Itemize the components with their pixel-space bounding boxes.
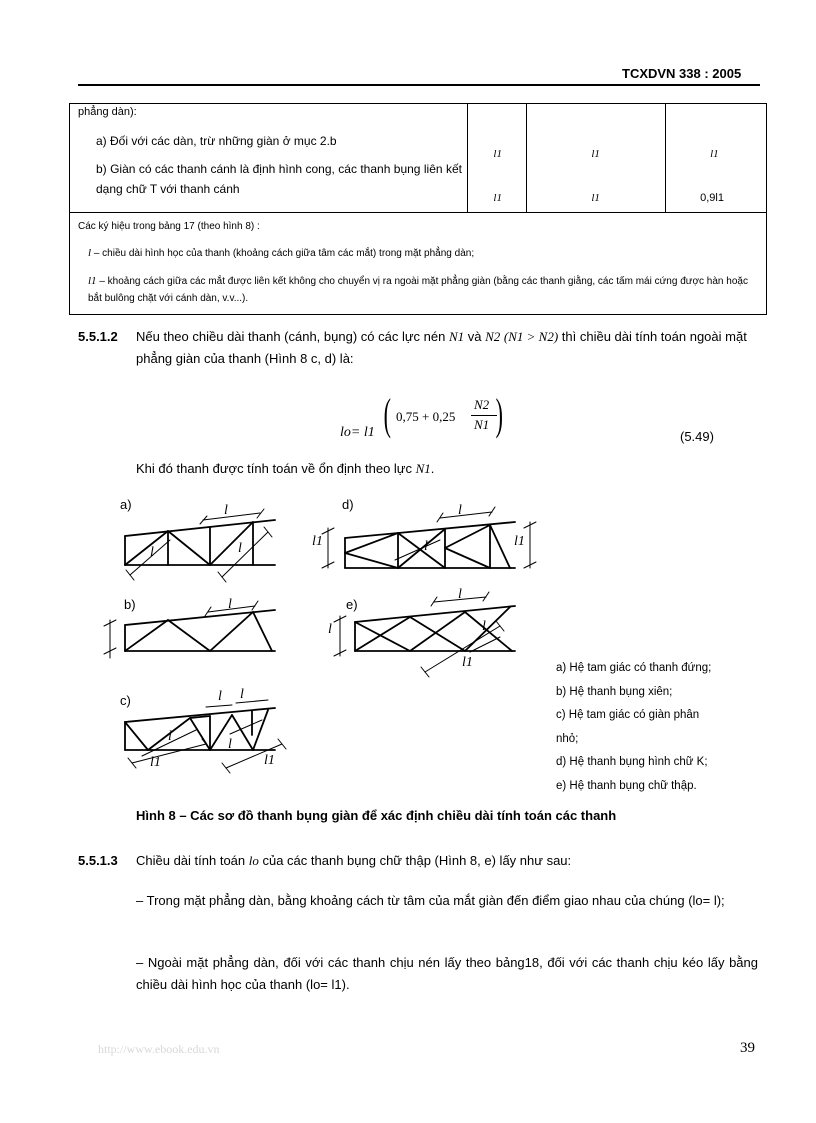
legend-item: d) Hệ thanh bụng hình chữ K; [556, 756, 708, 768]
figure-caption: Hình 8 – Các sơ đồ thanh bụng giàn để xác định chiều dài tính toán các thanh [136, 808, 617, 823]
l-symbol: l [88, 247, 92, 259]
figure-label-e: e) [346, 597, 358, 612]
legend-item: b) Hệ thanh bụng xiên; [556, 685, 673, 698]
figure-label-d: d) [342, 497, 354, 512]
dim-l: l [168, 729, 172, 744]
dim-l: l [240, 687, 244, 702]
dim-l: l [228, 597, 232, 612]
n1-symbol: N1 [448, 329, 465, 344]
text-part: Khi đó thanh được tính toán về ổn định theo lực [136, 461, 416, 476]
l1-symbol: l1 [88, 275, 97, 287]
dim-l: l [218, 689, 222, 704]
dim-l: l [328, 622, 332, 637]
text-part: của các thanh bụng chữ thập (Hình 8, e) lấy như sau: [258, 853, 572, 868]
condition: (N1 > N2) [503, 329, 559, 344]
dim-l: l [482, 619, 486, 634]
truss-diagram-a [125, 509, 275, 582]
bullet-in-plane: – Trong mặt phẳng dàn, bằng khoảng cách từ tâm của mắt giàn đến điểm giao nhau của chúng (lo= l); [136, 893, 725, 908]
dim-l1: l1 [150, 755, 161, 770]
text-part: và [464, 329, 486, 344]
open-paren: ( [383, 390, 391, 439]
formula-lhs: lo= l1 [340, 425, 375, 440]
b-value-2: l1 [591, 192, 600, 204]
lo-symbol: lo [248, 853, 259, 868]
footer-watermark: http://www.ebook.edu.vn [98, 1042, 220, 1056]
formula-const: 0,75 + 0,25 [396, 409, 456, 424]
dim-l1: l1 [264, 753, 275, 768]
figure-label-a: a) [120, 497, 132, 512]
section-number-5512: 5.5.1.2 [78, 329, 118, 344]
dim-l: l [458, 587, 462, 602]
section-5513-text [136, 850, 571, 872]
row-lead: phẳng dàn): [78, 106, 137, 118]
l-definition: – chiều dài hình học của thanh (khoảng cách giữa tâm các mắt) trong mặt phẳng dàn; [91, 248, 475, 259]
b-value-3: 0,9l1 [700, 192, 724, 204]
dim-l1: l1 [462, 655, 473, 670]
row-item-a: a) Đối với các dàn, trừ những giàn ở mục 2.b [96, 134, 337, 148]
legend-item: a) Hệ tam giác có thanh đứng; [556, 662, 712, 674]
page-number: 39 [740, 1040, 755, 1056]
dim-l1: l1 [514, 534, 525, 549]
dim-l: l [228, 737, 232, 752]
l1-definition: – khoảng cách giữa các mắt được liên kết không cho chuyển vị ra ngoài mặt phẳng giàn (bằng các thanh giằng, các tấm mái cứng được hàn hoặc bắt bulông chặt với cánh dàn, v.v...). [88, 276, 748, 304]
bullet-out-of-plane: – Ngoài mặt phẳng dàn, đối với các thanh chịu nén lấy theo bảng18, đối với các thanh chịu kéo lấy bằng chiều dài hình học của thanh (lo= l1). [136, 955, 758, 992]
a-value-1: l1 [493, 148, 502, 160]
truss-diagram-e [334, 592, 515, 677]
notes-title: Các ký hiệu trong bảng 17 (theo hình 8) : [78, 221, 260, 232]
formula-num: N2 [474, 397, 490, 412]
figure-label-c: c) [120, 693, 131, 708]
dim-l: l [424, 539, 428, 554]
a-value-3: l1 [710, 148, 719, 160]
truss-diagram-b [104, 601, 275, 658]
equation-number: (5.49) [680, 429, 714, 444]
close-paren: ) [495, 390, 503, 439]
text-part: Nếu theo chiều dài thanh (cánh, bụng) có các lực nén [136, 329, 449, 344]
formula-den: N1 [474, 417, 490, 432]
legend-item: e) Hệ thanh bụng chữ thập. [556, 779, 697, 792]
legend-item: c) Hệ tam giác có giàn phân [556, 709, 700, 721]
row-item-b: b) Giàn có các thanh cánh là định hình cong, các thanh bụng liên kết dạng chữ T với thanh cánh [96, 162, 462, 196]
text-part: Chiều dài tính toán [136, 853, 249, 868]
text-part: . [430, 461, 435, 476]
n1-symbol: N1 [415, 461, 431, 476]
dim-l: l [150, 545, 154, 560]
dim-l: l [238, 541, 242, 556]
figure-legend [556, 657, 766, 798]
standard-code: TCXDVN 338 : 2005 [622, 66, 742, 81]
n2-symbol: N2 [485, 329, 501, 344]
figure-label-b: b) [124, 597, 136, 612]
a-value-2: l1 [591, 148, 600, 160]
dim-l: l [458, 503, 462, 518]
section-number-5513: 5.5.1.3 [78, 853, 118, 868]
dim-l: l [224, 503, 228, 518]
truss-diagram-d [322, 507, 536, 568]
text-part: thì chiều dài tính toán ngoài mặt phẳng giàn của thanh (Hình 8 c, d) là: [136, 329, 747, 366]
dim-l1: l1 [312, 534, 323, 549]
b-value-1: l1 [493, 192, 502, 204]
legend-item: nhỏ; [556, 732, 579, 745]
